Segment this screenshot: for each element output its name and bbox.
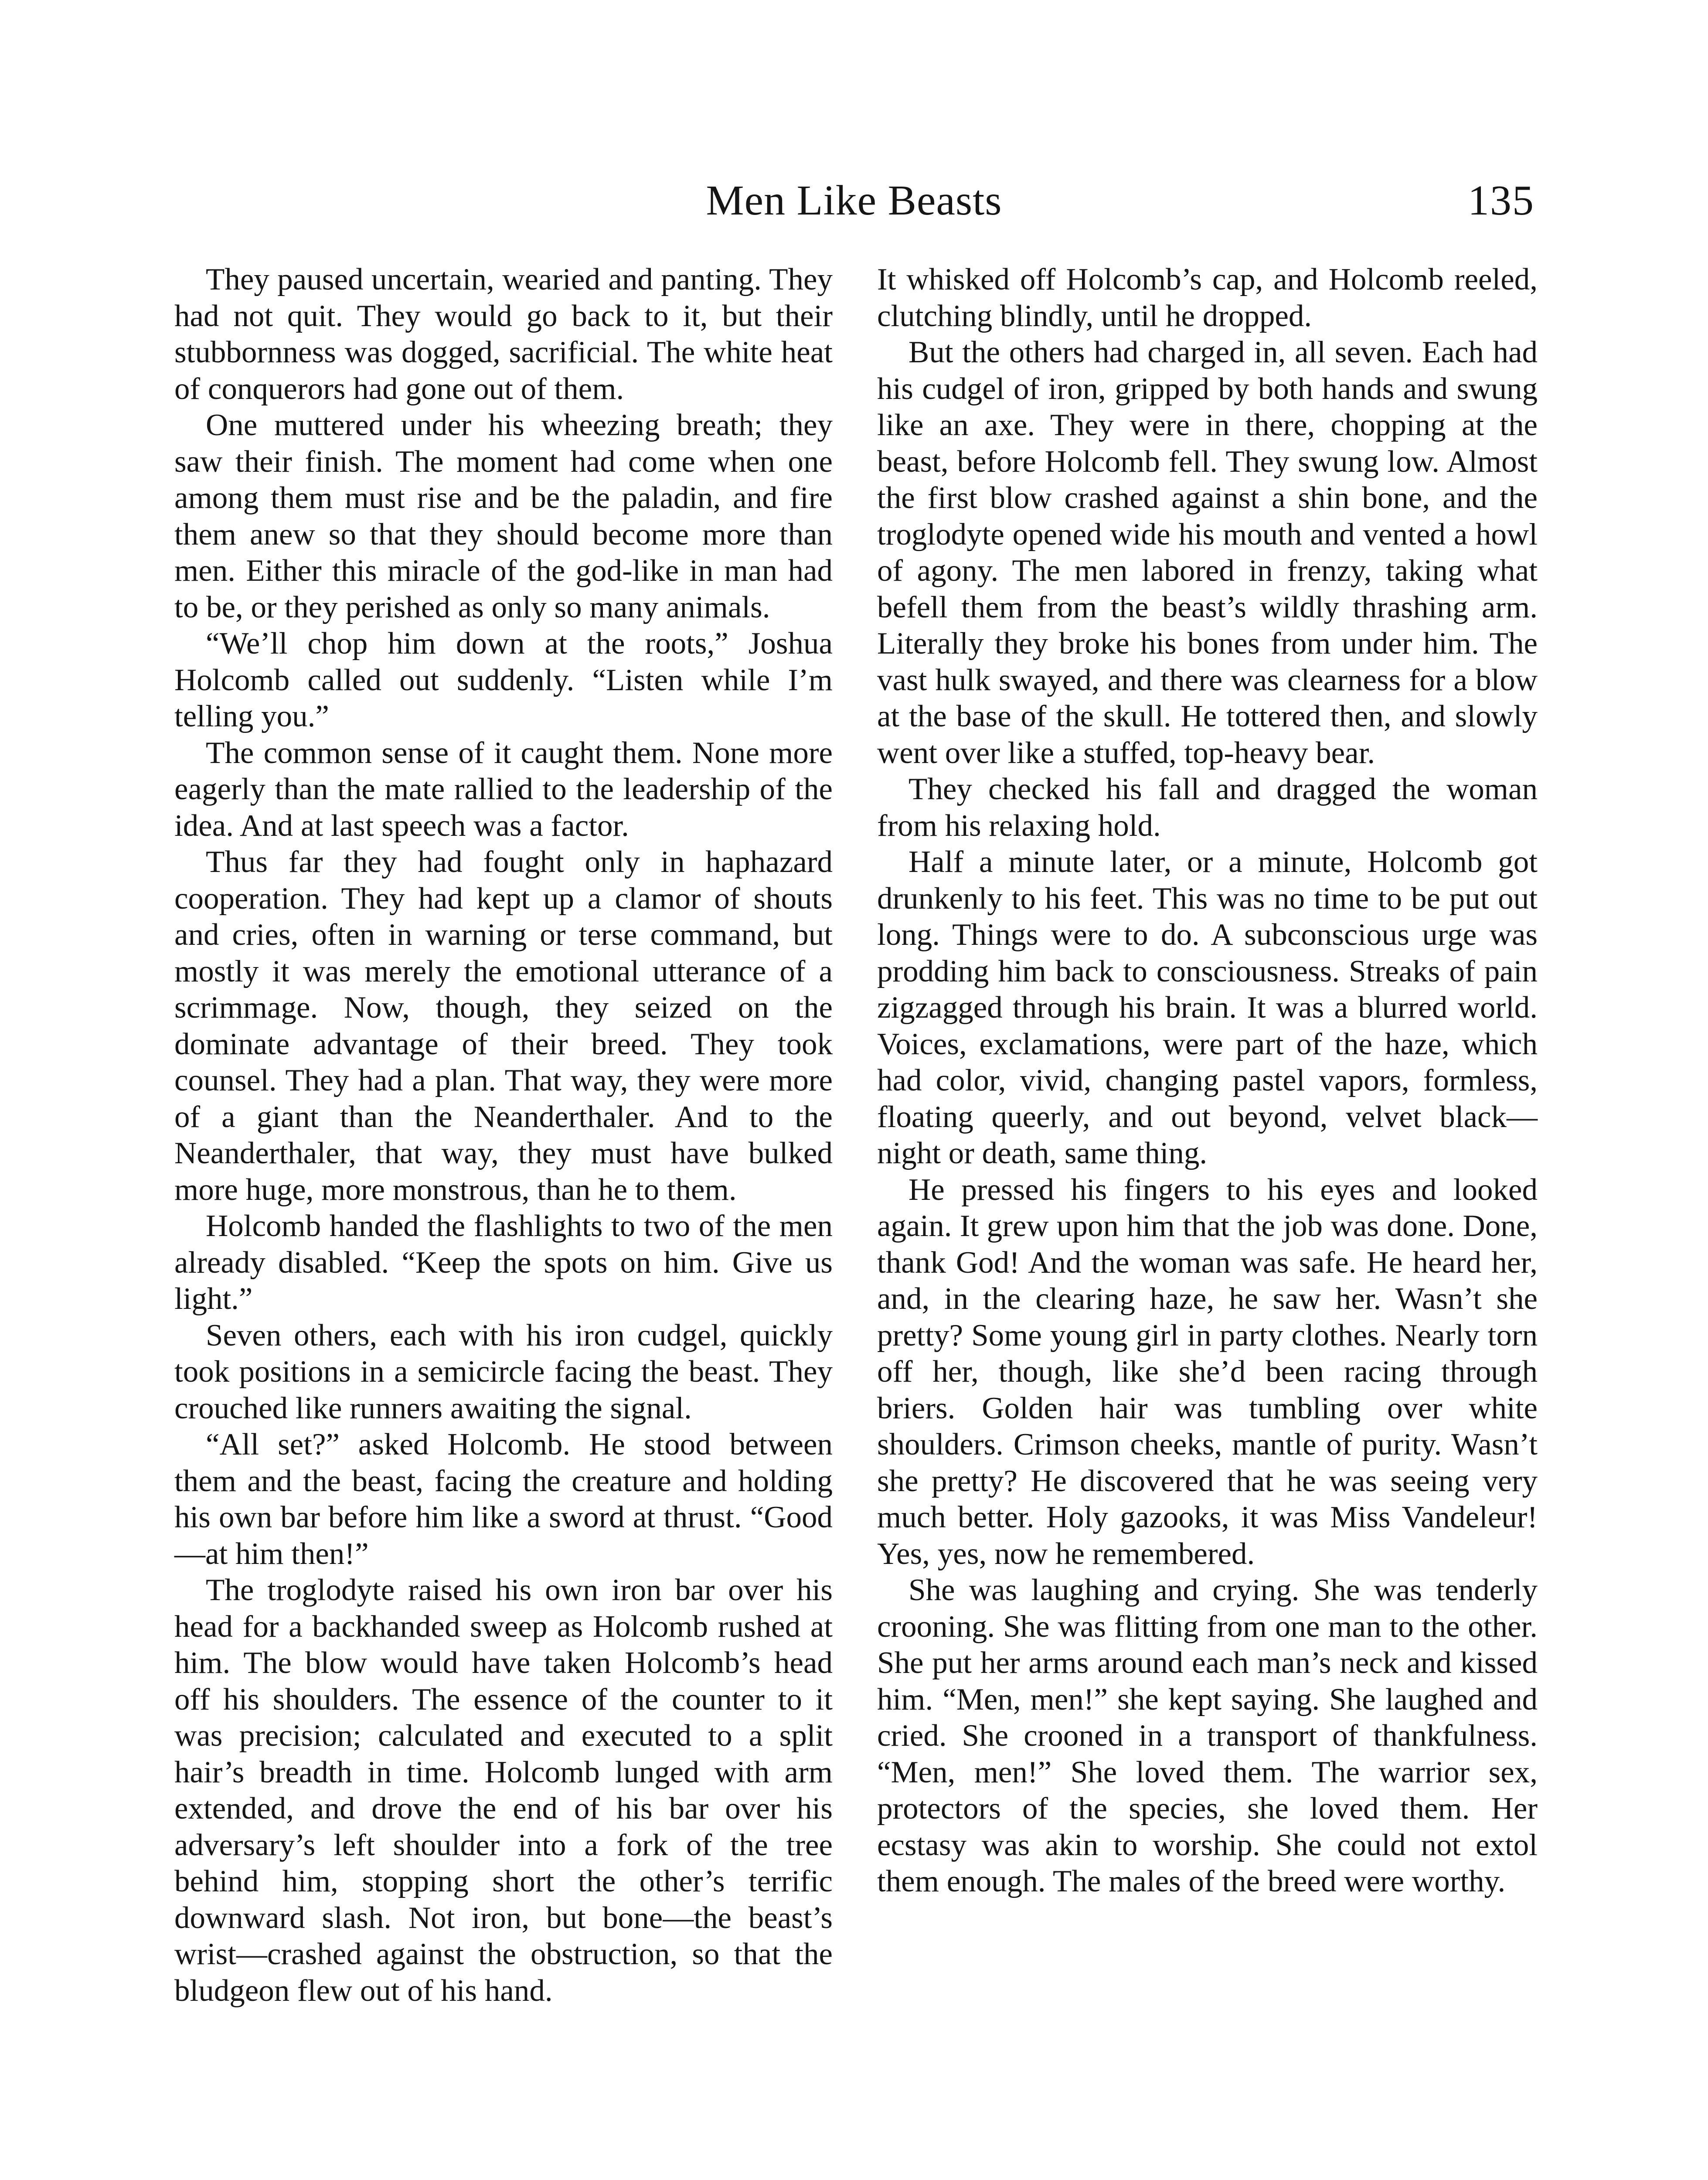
paragraph: Seven others, each with his iron cudgel, quickly took positions in a semicircle facing the beast. They crouched like runners awaiting the signal. [174,1318,833,1425]
paragraph: He pressed his fingers to his eyes and looked again. It grew upon him that the job was done. Done, thank God! And the woman was safe. He heard her, and, in the clearing haze, he saw her. Wasn’t she pretty? Some young girl in party clothes. Nearly torn off her, though, like she’d been racing through briers. Golden hair was tumbling over white shoulders. Crimson cheeks, mantle of purity. Wasn’t she pretty? He discovered that he was seeing very much better. Holy gazooks, it was Miss Vandeleur! Yes, yes, now he remembered. [877,1172,1538,1571]
paragraph-continued: It whisked off Holcomb’s cap, and Holcomb reeled, clutching blindly, until he dropped. [877,262,1538,333]
running-header [0,172,1708,229]
paragraph: The common sense of it caught them. None more eagerly than the mate rallied to the leadership of the idea. And at last speech was a factor. [174,736,833,843]
paragraph: Holcomb handed the flashlights to two of the men already disabled. “Keep the spots on him. Give us light.” [174,1209,833,1316]
paragraph: Thus far they had fought only in haphazard cooperation. They had kept up a clamor of shouts and cries, often in warning or terse command, but mostly it was merely the emotional utterance of a scrimmage. Now, though, they seized on the dominate advantage of their breed. They took counsel. They had a plan. That way, they were more of a giant than the Neanderthaler. And to the Neanderthaler, that way, they must have bulked more huge, more monstrous, than he to them. [174,845,833,1207]
paragraph: They paused uncertain, wearied and panting. They had not quit. They would go back to it, but their stubbornness was dogged, sacrificial. The white heat of conquerors had gone out of them. [174,262,833,406]
paragraph: “All set?” asked Holcomb. He stood between them and the beast, facing the creature and holding his own bar before him like a sword at thrust. “Good—at him then!” [174,1427,833,1571]
right-column [877,262,1538,1900]
paragraph: But the others had charged in, all seven. Each had his cudgel of iron, gripped by both hands and swung like an axe. They were in there, chopping at the beast, before Holcomb fell. They swung low. Almost the first blow crashed against a shin bone, and the troglodyte opened wide his mouth and vented a howl of agony. The men labored in frenzy, taking what befell them from the beast’s wildly thrashing arm. Literally they broke his bones from under him. The vast hulk swayed, and there was clearness for a blow at the base of the skull. He tottered then, and slowly went over like a stuffed, top-heavy bear. [877,335,1538,770]
paragraph: The troglodyte raised his own iron bar over his head for a backhanded sweep as Holcomb rushed at him. The blow would have taken Holcomb’s head off his shoulders. The essence of the counter to it was precision; calculated and executed to a split hair’s breadth in time. Holcomb lunged with arm extended, and drove the end of his bar over his adversary’s left shoulder into a fork of the tree behind him, stopping short the other’s terrific downward slash. Not iron, but bone—the beast’s wrist—crashed against the obstruction, so that the bludgeon flew out of his hand. [174,1573,833,2008]
paragraph: She was laughing and crying. She was tenderly crooning. She was flitting from one man to the other. She put her arms around each man’s neck and kissed him. “Men, men!” she kept saying. She laughed and cried. She crooned in a transport of thankfulness. “Men, men!” She loved them. The warrior sex, protectors of the species, she loved them. Her ecstasy was akin to worship. She could not extol them enough. The males of the breed were worthy. [877,1573,1538,1898]
running-title: Men Like Beasts [706,177,1002,224]
paragraph: They checked his fall and dragged the woman from his relaxing hold. [877,772,1538,843]
left-column [174,262,833,2009]
paragraph: “We’ll chop him down at the roots,” Joshua Holcomb called out suddenly. “Listen while I’m telling you.” [174,627,833,733]
paragraph: Half a minute later, or a minute, Holcomb got drunkenly to his feet. This was no time to be put out long. Things were to do. A subconscious urge was prodding him back to consciousness. Streaks of pain zigzagged through his brain. It was a blurred world. Voices, exclamations, were part of the haze, which had color, vivid, changing pastel vapors, formless, floating queerly, and out beyond, velvet black—night or death, same thing. [877,845,1538,1170]
paragraph: One muttered under his wheezing breath; they saw their finish. The moment had come when one among them must rise and be the paladin, and fire them anew so that they should become more than men. Either this miracle of the god-like in man had to be, or they perished as only so many animals. [174,408,833,624]
page-number: 135 [1468,177,1534,224]
